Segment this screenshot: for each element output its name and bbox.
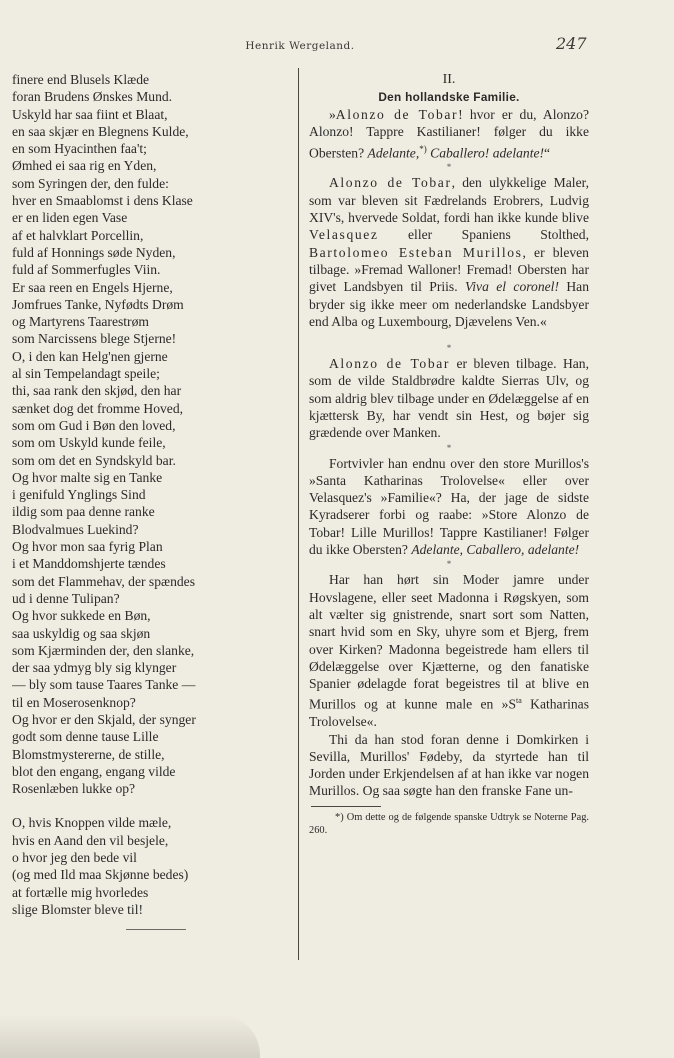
poem-line: Jomfrues Tanke, Nyfødts Drøm xyxy=(12,296,184,312)
running-header-author: Henrik Wergeland. xyxy=(245,40,355,52)
poem-line: en saa skjær en Blegnens Kulde, xyxy=(12,123,189,139)
poem-line: al sin Tempelandagt speile; xyxy=(12,366,160,382)
poem-line: Ømhed ei saa rig en Yden, xyxy=(12,158,157,174)
paragraph-2: Alonzo de Tobar, den ulykkelige Maler, som var bleven sit Fædrelands Erobrers, Ludvig XIV's, hvervede Soldat, fordi han ikke kunde blive Velasquez eller Spaniens Stolthed, Bartolomeo Esteban Murillos, er bleven tilbage. »Fremad Walloner! Fremad! Obersten har givet Landsbyen til Priis. Viva el coronel! Han bryder sig ikke meer om nederlandske Landsbyer end Alba og Luxembourg, Djævelens Ven.« xyxy=(309,175,589,329)
poem-line: og Martyrens Taarestrøm xyxy=(12,314,149,330)
section-title: Den hollandske Familie. xyxy=(378,90,520,104)
poem-line: ud i denne Tulipan? xyxy=(12,590,120,606)
poem-line: blot den engang, engang vilde xyxy=(12,763,176,779)
asterism: * xyxy=(446,559,452,570)
poem-line: (og med Ild maa Skjønne bedes) xyxy=(12,867,189,883)
paragraph-1: »Alonzo de Tobar! hvor er du, Alonzo? Alonzo! Tappre Kastilianer! følger du ikke Obersten? Adelante,*) Caballero! adelante!“ xyxy=(309,107,589,161)
poem-line: der saa ydmyg bly sig klynger xyxy=(12,660,177,676)
poem-stanza-1 xyxy=(12,71,286,797)
poem-line: en som Hyacinthen faa't; xyxy=(12,141,147,157)
poem-line: Blodvalmues Luekind? xyxy=(12,521,139,537)
section-number: II. xyxy=(442,72,456,87)
poem-line: fuld af Sommerfugles Viin. xyxy=(12,262,161,278)
poem-line: ildig som paa denne ranke xyxy=(12,504,155,520)
poem-line: Uskyld har saa fiint et Blaat, xyxy=(12,106,168,122)
asterism: * xyxy=(446,343,452,354)
scan-shadow xyxy=(0,1015,260,1058)
poem-line: er en liden egen Vase xyxy=(12,210,128,226)
poem-line: Og hvor er den Skjald, der synger xyxy=(12,711,196,727)
footnote: *) Om dette og de følgende spanske Udtryk se Noterne Pag. 260. xyxy=(309,811,589,836)
poem-line: som Kjærminden der, den slanke, xyxy=(12,642,195,658)
poem-line: som om Uskyld kunde feile, xyxy=(12,435,166,451)
poem-line: hvis en Aand den vil besjele, xyxy=(12,832,169,848)
poem-line: Rosenlæben lukke op? xyxy=(12,781,136,797)
asterism: * xyxy=(446,162,452,173)
paragraph-4: Fortvivler han endnu over den store Murillos's »Santa Katharinas Trolovelse« eller over Velasquez's »Familie«? Ha, der jage de sidste Kyradserer forbi og raabe: »Store Alonzo de Tobar! Lille Murillos! Tappre Kastilianer! Følger du ikke Obersten? Adelante, Caballero, adelante! xyxy=(309,455,589,558)
poem-line: i genifuld Ynglings Sind xyxy=(12,487,146,503)
poem-line: som om det en Syndskyld bar. xyxy=(12,452,176,468)
poem-line: til en Moserosenknop? xyxy=(12,694,136,710)
poem-line: sænket dog det fromme Hoved, xyxy=(12,400,184,416)
page-number: 247 xyxy=(556,34,587,53)
poem-line: fuld af Honnings søde Nyden, xyxy=(12,244,176,260)
poem-line: Og hvor malte sig en Tanke xyxy=(12,469,163,485)
column-divider xyxy=(298,68,299,960)
poem-line: Og hvor sukkede en Bøn, xyxy=(12,608,151,624)
end-rule xyxy=(126,929,186,930)
paragraph-3: Alonzo de Tobar er bleven tilbage. Han, som de vilde Staldbrødre kaldte Sierras Ulv, og som aldrig blev tilbage under en Ødelæggelse af en kjættersk By, har vendt sin Hest, og bøjer sig grædende over Manken. xyxy=(309,356,589,441)
paragraph-5: Har han hørt sin Moder jamre under Hovslagene, eller seet Madonna i Røgskyen, som alt vælter sig gnistrende, snart sort som Natten, snart hvid som en Sky, uhyre som et Bjerg, frem over Kirken? Madonna begeistrede ham ellers til Ødelæggelse over Kjætterne, og den fanatiske Spanier ødelagde forat begeistres til at blive en Murillos og at kunne male en $»S^{ta}$ Katharinas Trolovelse«. xyxy=(309,572,590,730)
poem-line: Blomstmystererne, de stille, xyxy=(12,746,165,762)
footnote-mark: *) xyxy=(419,143,427,154)
poem-line: Er saa reen en Engels Hjerne, xyxy=(12,279,173,295)
poem-line: — bly som tause Taares Tanke — xyxy=(12,677,196,693)
poem-line: som Narcissens blege Stjerne! xyxy=(12,331,177,347)
poem-line: foran Brudens Ønskes Mund. xyxy=(12,89,173,105)
poem-line: O, hvis Knoppen vilde mæle, xyxy=(12,815,172,831)
poem-column xyxy=(12,71,286,918)
asterism: * xyxy=(446,442,452,453)
poem-line: slige Blomster bleve til! xyxy=(12,901,144,917)
poem-line: hver en Smaablomst i dens Klase xyxy=(12,193,193,209)
poem-line: o hvor jeg den bede vil xyxy=(12,850,137,866)
poem-line: godt som denne tause Lille xyxy=(12,729,159,745)
poem-line: som om Gud i Bøn den loved, xyxy=(12,417,176,433)
poem-line: som Syringen der, den fulde: xyxy=(12,175,169,191)
footnote-rule xyxy=(311,806,381,807)
poem-line: som det Flammehav, der spændes xyxy=(12,573,195,589)
paragraph-6: Thi da han stod foran denne i Domkirken i Sevilla, Murillos' Fødeby, da styrtede han til Jorden under Erkjendelsen af at han ikke var nogen Murillos. Og saa søgte han den franske Fane un- xyxy=(309,731,589,799)
poem-line: O, i den kan Helg'nen gjerne xyxy=(12,348,168,364)
poem-line: thi, saa rank den skjød, den har xyxy=(12,383,182,399)
poem-line: saa uskyldig og saa skjøn xyxy=(12,625,151,641)
poem-line: at fortælle mig hvorledes xyxy=(12,884,149,900)
poem-line: finere end Blusels Klæde xyxy=(12,72,150,87)
poem-stanza-2 xyxy=(12,814,286,918)
prose-column xyxy=(309,71,589,837)
poem-line: af et halvklart Porcellin, xyxy=(12,227,144,243)
poem-line: Og hvor mon saa fyrig Plan xyxy=(12,539,163,555)
poem-line: i et Manddomshjerte tændes xyxy=(12,556,166,572)
